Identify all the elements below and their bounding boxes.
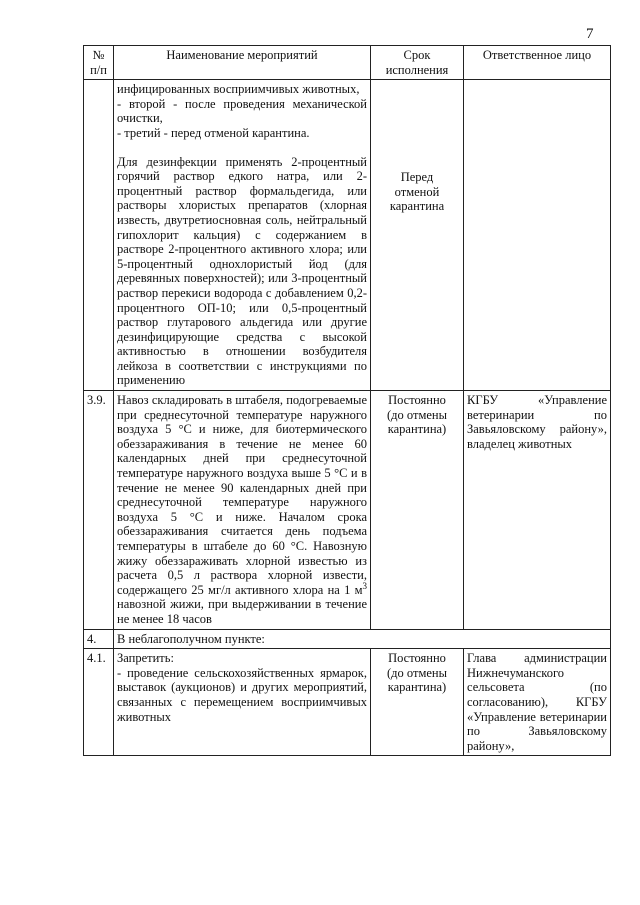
header-responsible: Ответственное лицо (464, 46, 611, 80)
row-num: 3.9. (84, 391, 114, 630)
row-term: Перед отменой карантина (371, 80, 464, 391)
text-line: инфицированных восприимчивых животных, (117, 82, 360, 97)
section-title: В неблагополучном пункте: (114, 629, 611, 649)
header-num: № п/п (84, 46, 114, 80)
table-row (84, 649, 611, 756)
row-responsible: КГБУ «Управление ветеринарии по Завьяловскому району», владелец животных (464, 391, 611, 630)
row-num: 4.1. (84, 649, 114, 756)
row-measure (114, 80, 371, 391)
row-term: Постоянно (до отмены карантина) (371, 391, 464, 630)
row-term: Постоянно (до отмены карантина) (371, 649, 464, 756)
measures-table (83, 45, 611, 756)
table-row (84, 629, 611, 649)
table-row (84, 391, 611, 630)
row-num: 4. (84, 629, 114, 649)
row-responsible (464, 80, 611, 391)
row-num (84, 80, 114, 391)
row-measure (114, 649, 371, 756)
text-line: Запретить: (117, 651, 174, 666)
row-responsible: Глава администрации Нижнечуманского сельсовета (по согласованию), КГБУ «Управление ветеринарии по Завьяловскому району», (464, 649, 611, 756)
table-row (84, 80, 611, 391)
manure-text: Навоз складировать в штабеля, подогреваемые при среднесуточной температуре наружного воздуха 5 °С и ниже, для биотермического обеззараживания в течение не менее 60 календарных дней при среднесуточной температуре наружного воздуха выше 5 °С и в течение не менее 90 календарных дней при среднесуточной температуре наружного воздуха 5 °С и ниже. Началом срока обеззараживания считается день подъема температуры в штабеле до 60 °С. Навозную жижу обеззараживать хлорной известью из расчета 0,5 л раствора хлорной извести, содержащего 25 мг/л активного хлора на 1 м (117, 393, 367, 597)
row-measure (114, 391, 371, 630)
header-term: Срок исполнения (371, 46, 464, 80)
text-line: - проведение сельскохозяйственных ярмарок, выставок (аукционов) и других мероприятий, связанных с перемещением восприимчивых животных (117, 665, 367, 724)
disinfection-text: Для дезинфекции применять 2-процентный горячий раствор едкого натра, или 2-процентный раствор формальдегида, или растворы хлористых препаратов (хлорная известь, двутретиосновная соль, нейтральный гипохлорит кальция) с содержанием в растворе 2-процентного активного хлора; или 5-процентный однохлористый йод (для деревянных поверхностей); или 3-процентный раствор перекиси водорода с добавлением 0,2-процентного ОП-10; или 0,5-процентный раствор глутарового альдегида или другие дезинфицирующие средства с высокой активностью в отношении возбудителя лейкоза в соответствии с инструкциями по применению (117, 154, 367, 388)
header-name: Наименование мероприятий (114, 46, 371, 80)
manure-text-end: навозной жижи, при выдерживании в течение не менее 18 часов (117, 597, 367, 626)
table-header-row (84, 46, 611, 80)
page-number: 7 (586, 26, 594, 42)
text-line: - третий - перед отменой карантина. (117, 125, 310, 140)
superscript: 3 (362, 580, 367, 591)
text-line: - второй - после проведения механической очистки, (117, 96, 367, 126)
